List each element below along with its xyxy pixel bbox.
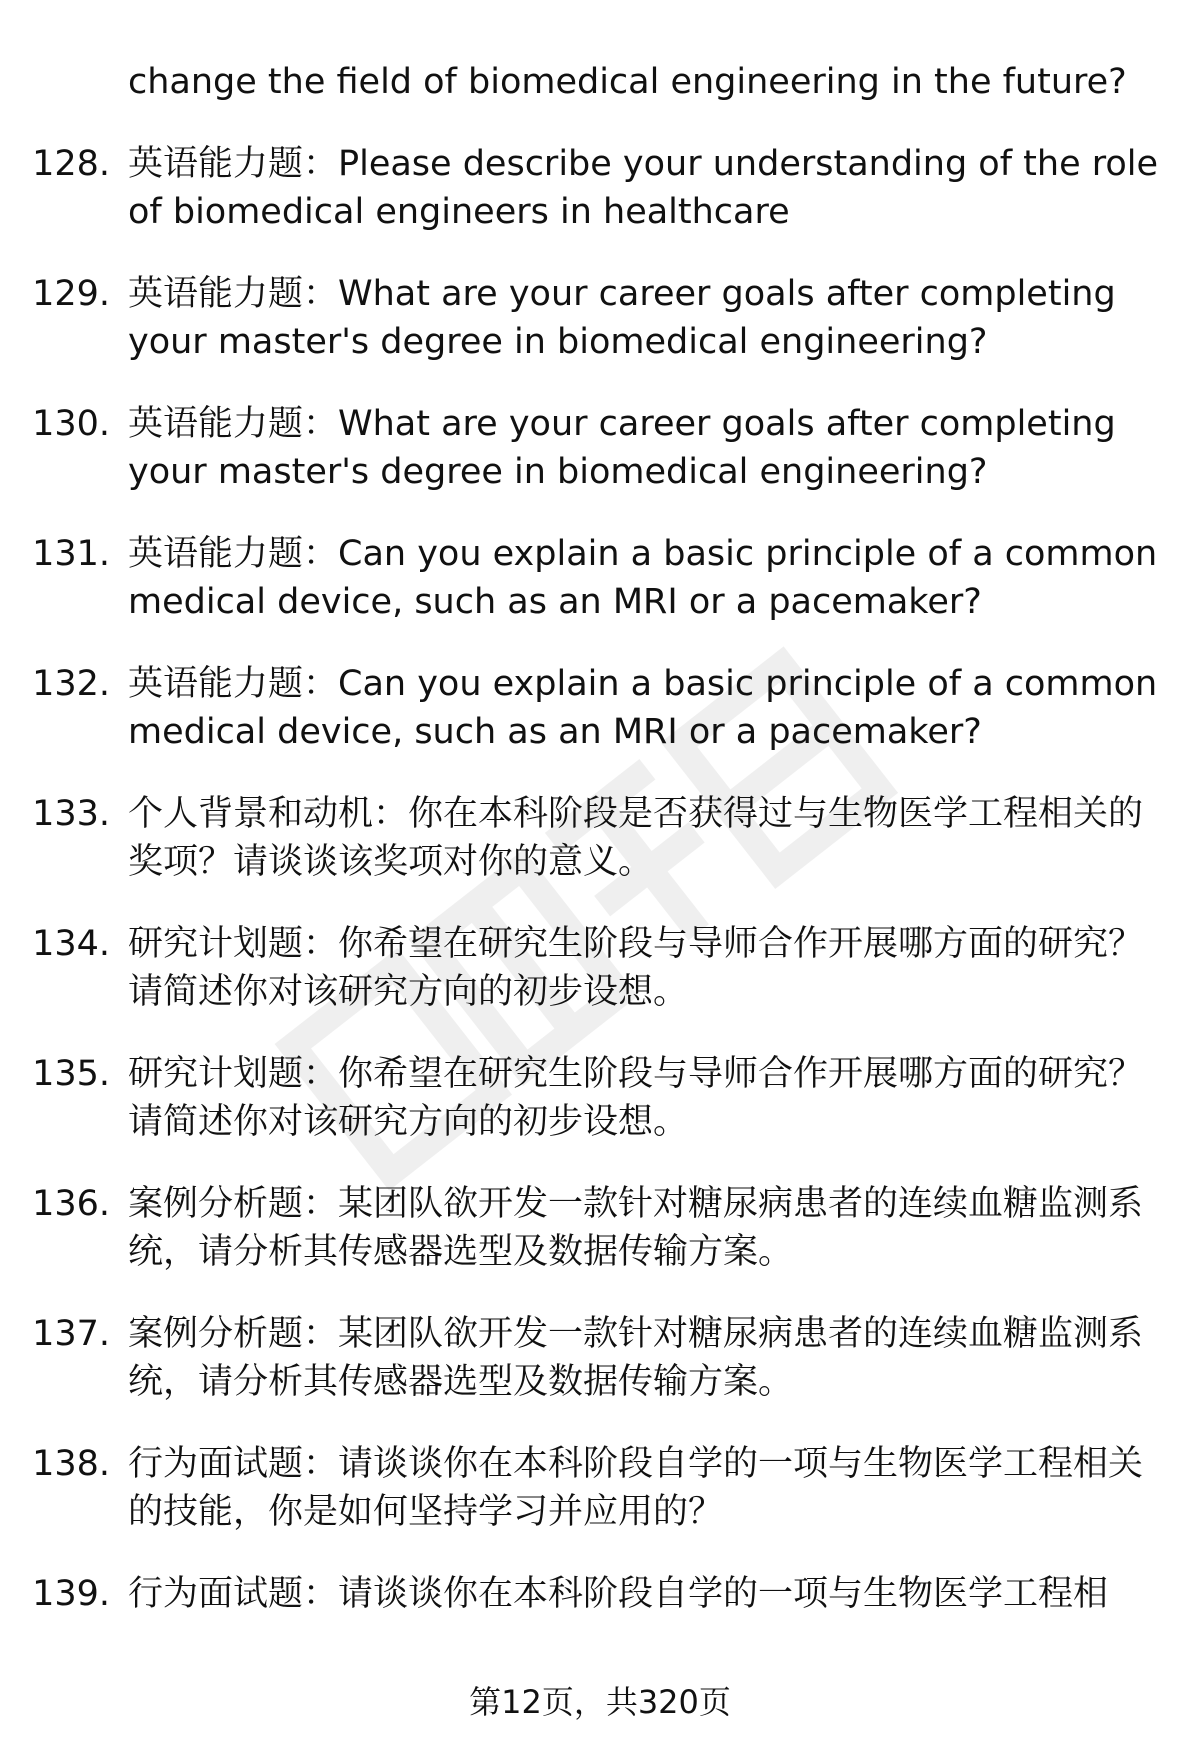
item-number: 136.	[32, 1184, 110, 1224]
item-text: 案例分析题：某团队欲开发一款针对糖尿病患者的连续血糖监测系统，请分析其传感器选型及数据传输方案。	[128, 1184, 1144, 1272]
item-number: 139.	[32, 1574, 110, 1614]
item-text: 行为面试题：请谈谈你在本科阶段自学的一项与生物医学工程相	[128, 1574, 1109, 1614]
item-number: 131.	[32, 534, 110, 574]
item-text: 行为面试题：请谈谈你在本科阶段自学的一项与生物医学工程相关的技能，你是如何坚持学习并应用的？	[128, 1444, 1144, 1532]
list-item	[0, 400, 1200, 496]
item-text: 英语能力题：Please describe your understanding of the role of biomedical engineers in healthcare	[128, 144, 1159, 232]
list-item	[0, 1050, 1200, 1146]
item-text: 研究计划题：你希望在研究生阶段与导师合作开展哪方面的研究？请简述你对该研究方向的初步设想。	[128, 1054, 1144, 1142]
list-item	[0, 1180, 1200, 1276]
list-item	[0, 1440, 1200, 1536]
item-number: 133.	[32, 794, 110, 834]
item-text: 个人背景和动机：你在本科阶段是否获得过与生物医学工程相关的奖项？请谈谈该奖项对你的意义。	[128, 794, 1144, 882]
item-text: 英语能力题：Can you explain a basic principle of a common medical device, such as an MRI or a pacemaker?	[128, 534, 1158, 622]
item-text: 英语能力题：What are your career goals after completing your master's degree in biomedical engineering?	[128, 404, 1116, 492]
item-number: 138.	[32, 1444, 110, 1484]
item-text: 英语能力题：What are your career goals after completing your master's degree in biomedical engineering?	[128, 274, 1116, 362]
item-number: 128.	[32, 144, 110, 184]
list-item	[0, 1310, 1200, 1406]
page-footer: 第12页，共320页	[469, 1683, 731, 1721]
item-text: 英语能力题：Can you explain a basic principle of a common medical device, such as an MRI or a pacemaker?	[128, 664, 1158, 752]
list-item	[0, 660, 1200, 756]
question-list	[0, 58, 1200, 1652]
continued-question-text: change the field of biomedical engineering in the future?	[128, 62, 1127, 102]
item-number: 132.	[32, 664, 110, 704]
item-number: 129.	[32, 274, 110, 314]
list-item	[0, 530, 1200, 626]
item-number: 135.	[32, 1054, 110, 1094]
item-number: 137.	[32, 1314, 110, 1354]
item-text: 案例分析题：某团队欲开发一款针对糖尿病患者的连续血糖监测系统，请分析其传感器选型及数据传输方案。	[128, 1314, 1144, 1402]
list-item	[0, 140, 1200, 236]
list-item	[0, 1570, 1200, 1618]
item-number: 130.	[32, 404, 110, 444]
list-item	[0, 790, 1200, 886]
item-number: 134.	[32, 924, 110, 964]
list-item	[0, 920, 1200, 1016]
list-item	[0, 270, 1200, 366]
item-text: 研究计划题：你希望在研究生阶段与导师合作开展哪方面的研究？请简述你对该研究方向的初步设想。	[128, 924, 1144, 1012]
